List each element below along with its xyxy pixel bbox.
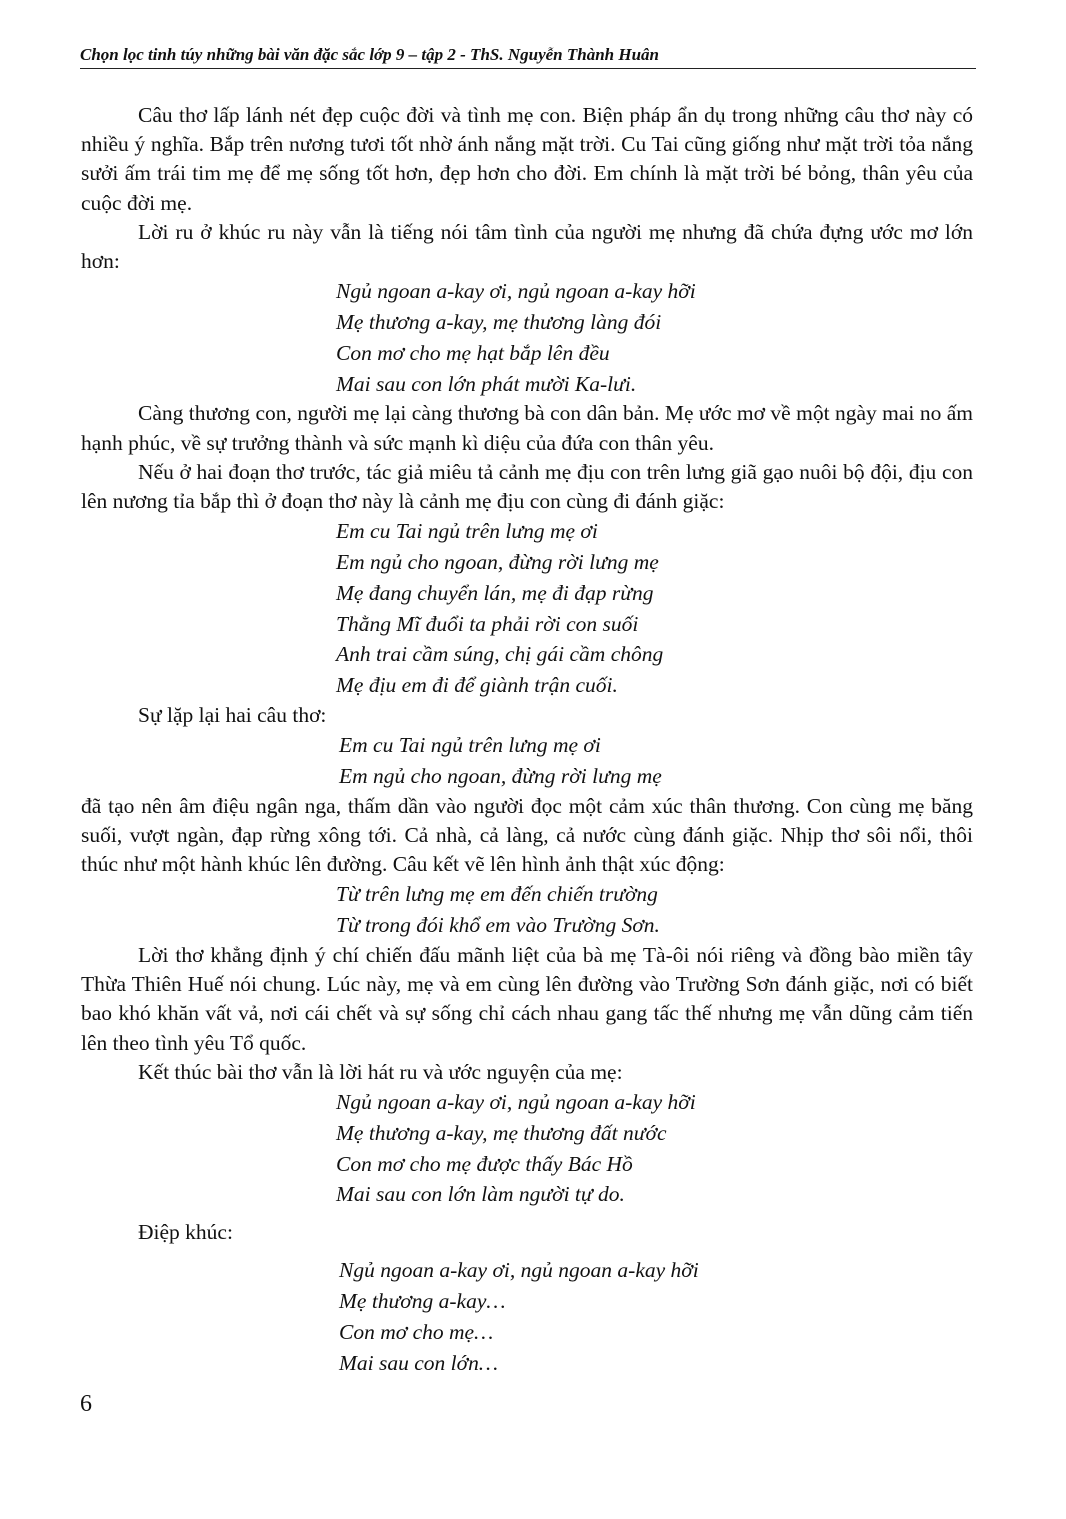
poem-line: Con mơ cho mẹ được thấy Bác Hồ: [336, 1151, 633, 1176]
poem-line: Con mơ cho mẹ hạt bắp lên đều: [336, 340, 610, 365]
poem-stanza: [336, 879, 973, 941]
page-body: [81, 101, 973, 1379]
poem-line: Ngủ ngoan a-kay ơi, ngủ ngoan a-kay hỡi: [339, 1258, 699, 1283]
poem-stanza: [339, 730, 973, 792]
paragraph: Lời ru ở khúc ru này vẫn là tiếng nói tâm tình của người mẹ nhưng đã chứa đựng ước mơ lớn hơn:: [81, 219, 973, 274]
paragraph: đã tạo nên âm điệu ngân nga, thấm dần vào người đọc một cảm xúc thân thương. Con cùng mẹ băng suối, vượt ngàn, đạp rừng xông tới. Cả nhà, cả làng, cả nước cùng đánh giặc. Nhịp thơ sôi nổi, thôi thúc như một hành khúc lên đường. Câu kết vẽ lên hình ảnh thật xúc động:: [81, 793, 973, 877]
paragraph: Sự lặp lại hai câu thơ:: [138, 703, 327, 727]
poem-line: Mai sau con lớn phát mười Ka-lưi.: [336, 371, 637, 396]
running-header: Chọn lọc tinh túy những bài văn đặc sắc lớp 9 – tập 2 - ThS. Nguyễn Thành Huân: [80, 44, 976, 69]
poem-line: Mẹ thương a-kay…: [339, 1289, 506, 1314]
paragraph: Càng thương con, người mẹ lại càng thương bà con dân bản. Mẹ ước mơ về một ngày mai no ấm hạnh phúc, về sự trưởng thành và sức mạnh kì diệu của đứa con thân yêu.: [81, 401, 973, 455]
poem-line: Mai sau con lớn làm người tự do.: [336, 1182, 625, 1207]
poem-line: Ngủ ngoan a-kay ơi, ngủ ngoan a-kay hỡi: [336, 1090, 696, 1115]
poem-line: Mẹ thương a-kay, mẹ thương làng đói: [336, 310, 662, 335]
page-number: 6: [80, 1391, 92, 1417]
poem-line: Thằng Mĩ đuổi ta phải rời con suối: [336, 611, 639, 636]
poem-stanza: [339, 1255, 973, 1378]
paragraph: Nếu ở hai đoạn thơ trước, tác giả miêu tả cảnh mẹ địu con trên lưng giã gạo nuôi bộ đội, địu con lên nương tỉa bắp thì ở đoạn thơ này là cảnh mẹ địu con cùng đi đánh giặc:: [81, 459, 973, 514]
poem-stanza: [336, 516, 973, 701]
poem-line: Mẹ thương a-kay, mẹ thương đất nước: [336, 1120, 667, 1145]
poem-stanza: [336, 276, 973, 399]
paragraph: Lời thơ khẳng định ý chí chiến đấu mãnh liệt của bà mẹ Tà-ôi nói riêng và đồng bào miền tây Thừa Thiên Huế nói chung. Lúc này, mẹ và em cùng lên đường vào Trường Sơn đánh giặc, nơi có biết bao khó khăn vất vả, nơi cái chết và sự sống chỉ cách nhau gang tấc thế nhưng mẹ vẫn dũng cảm tiến lên theo tình yêu Tổ quốc.: [81, 943, 973, 1055]
poem-line: Từ trên lưng mẹ em đến chiến trường: [336, 882, 658, 907]
paragraph: Kết thúc bài thơ vẫn là lời hát ru và ước nguyện của mẹ:: [138, 1059, 623, 1084]
poem-line: Con mơ cho mẹ…: [339, 1320, 494, 1344]
poem-line: Em ngủ cho ngoan, đừng rời lưng mẹ: [339, 764, 662, 788]
poem-line: Mẹ địu em đi để giành trận cuối.: [336, 673, 618, 698]
poem-line: Em cu Tai ngủ trên lưng mẹ ơi: [339, 733, 601, 758]
poem-line: Em cu Tai ngủ trên lưng mẹ ơi: [336, 519, 598, 544]
poem-line: Ngủ ngoan a-kay ơi, ngủ ngoan a-kay hỡi: [336, 279, 696, 304]
poem-line: Em ngủ cho ngoan, đừng rời lưng mẹ: [336, 550, 659, 575]
paragraph: Điệp khúc:: [138, 1220, 233, 1245]
poem-line: Từ trong đói khổ em vào Trường Sơn.: [336, 913, 660, 938]
poem-stanza: [336, 1087, 973, 1210]
poem-line: Mẹ đang chuyển lán, mẹ đi đạp rừng: [336, 580, 654, 605]
poem-line: Mai sau con lớn…: [339, 1350, 498, 1375]
paragraph: Câu thơ lấp lánh nét đẹp cuộc đời và tình mẹ con. Biện pháp ẩn dụ trong những câu thơ này có nhiều ý nghĩa. Bắp trên nương tươi tốt nhờ ánh nắng mặt trời. Cu Tai cũng giống như mặt trời tỏa nắng sưởi ấm trái tim mẹ để mẹ sống tốt hơn, đẹp hơn cho đời. Em chính là mặt trời bé bỏng, thân yêu của cuộc đời mẹ.: [81, 103, 973, 215]
poem-line: Anh trai cầm súng, chị gái cầm chông: [336, 642, 664, 667]
